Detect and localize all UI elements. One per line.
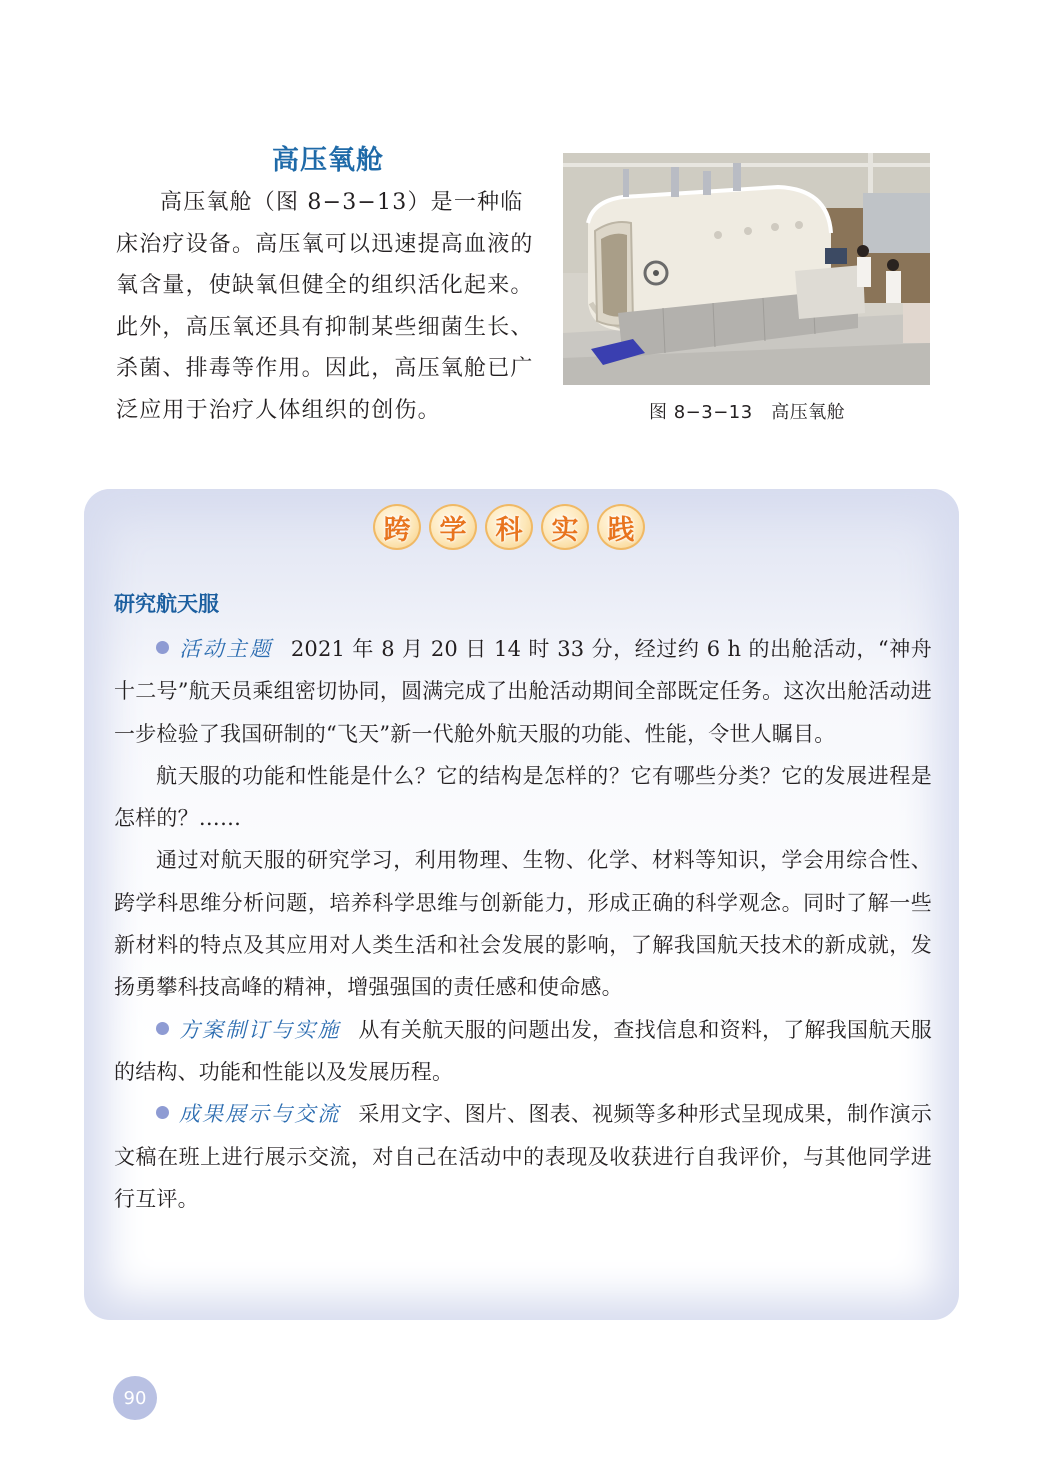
intro-text (116, 182, 544, 431)
result-text: 采用文字、图片、图表、视频等多种形式呈现成果，制作演示文稿在班上进行展示交流，对自己在活动中的表现及收获进行自我评价，与其他同学进行互评。 (114, 1102, 932, 1211)
banner-char: 学 (429, 504, 477, 550)
result-label: 成果展示与交流 (179, 1102, 341, 1127)
plan-paragraph (114, 1009, 932, 1094)
section-title: 高压氧舱 (272, 145, 384, 176)
bullet-icon (156, 1022, 169, 1035)
questions-paragraph: 航天服的功能和性能是什么？它的结构是怎样的？它有哪些分类？它的发展进程是怎样的？…… (114, 763, 932, 831)
bullet-icon (156, 1106, 169, 1119)
practice-banner (373, 504, 645, 550)
banner-char: 实 (541, 504, 589, 550)
banner-char: 跨 (373, 504, 421, 550)
topic-text: 2021 年 8 月 20 日 14 时 33 分，经过约 6 h 的出舱活动，“神舟十二号”航天员乘组密切协同，圆满完成了出舱活动期间全部既定任务。这次出舱活动进一步检验了我国研制的“飞天”新一代舱外航天服的功能、性能，令世人瞩目。 (114, 637, 933, 746)
figure-caption: 图 8−3−13 高压氧舱 (649, 402, 846, 423)
result-paragraph (114, 1093, 932, 1220)
practice-body (114, 628, 932, 1220)
topic-paragraph (114, 628, 932, 755)
goals-paragraph: 通过对航天服的研究学习，利用物理、生物、化学、材料等知识，学会用综合性、跨学科思维分析问题，培养科学思维与创新能力，形成正确的科学观念。同时了解一些新材料的特点及其应用对人类生活和社会发展的影响，了解我国航天技术的新成就，发扬勇攀科技高峰的精神，增强强国的责任感和使命感。 (114, 848, 932, 1000)
bullet-icon (156, 641, 169, 654)
hyperbaric-chamber-photo (563, 153, 930, 385)
plan-text: 从有关航天服的问题出发，查找信息和资料，了解我国航天服的结构、功能和性能以及发展历程。 (114, 1017, 932, 1084)
intro-paragraph: 高压氧舱（图 8−3−13）是一种临床治疗设备。高压氧可以迅速提高血液的氧含量，使缺氧但健全的组织活化起来。此外，高压氧还具有抑制某些细菌生长、杀菌、排毒等作用。因此，高压氧舱已广泛应用于治疗人体组织的创伤。 (116, 190, 534, 423)
banner-char: 科 (485, 504, 533, 550)
page-number: 90 (113, 1376, 157, 1420)
topic-label: 活动主题 (179, 637, 273, 661)
practice-heading: 研究航天服 (114, 592, 219, 616)
banner-char: 践 (597, 504, 645, 550)
plan-label: 方案制订与实施 (179, 1017, 341, 1042)
